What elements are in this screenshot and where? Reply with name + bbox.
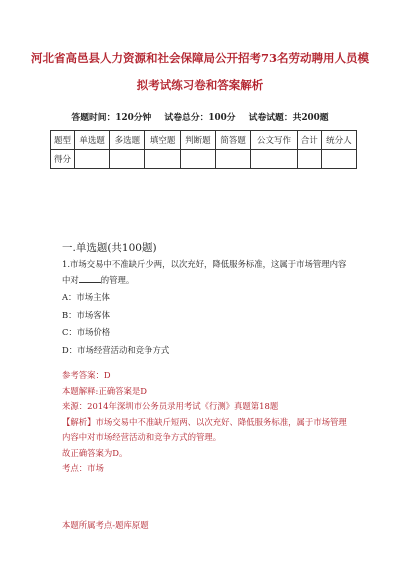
score-header-cell: 题型: [51, 131, 75, 150]
answer-source: 来源：2014年深圳市公务员录用考试《行测》真题第18题: [62, 401, 279, 411]
footer-note: 本题所属考点-题库原题: [62, 520, 149, 530]
score-cell: [145, 150, 180, 169]
score-header-cell: 判断题: [180, 131, 215, 150]
score-header-cell: 多选题: [110, 131, 145, 150]
question-line2: [62, 273, 362, 289]
options-list: [62, 290, 362, 360]
score-cell: [297, 150, 321, 169]
score-header-cell: 合计: [297, 131, 321, 150]
score-cell: [74, 150, 109, 169]
doc-title-line2: 拟考试练习卷和答案解析: [136, 78, 264, 92]
question-line2-end: 的管理。: [100, 274, 135, 285]
option-a: A：市场主体: [62, 292, 110, 302]
analysis-line1: 【解析】市场交易中不准缺斤短两、以次充好、降低服务标准，属于市场管理: [62, 416, 347, 427]
analysis-line2: 内容中对市场经营活动和竞争方式的管理。: [62, 432, 222, 442]
answer-conclusion: 故正确答案为D。: [62, 447, 128, 458]
score-cell: [321, 150, 356, 169]
exam-total-score: 试卷总分：100分: [164, 113, 236, 123]
score-cell: [110, 150, 145, 169]
score-row-label: 得分: [51, 150, 75, 169]
question-text: [62, 257, 362, 288]
doc-title-line1: 河北省高邑县人力资源和社会保障局公开招考73名劳动聘用人员模: [31, 51, 369, 65]
score-header-cell: 统分人: [321, 131, 356, 150]
option-b: B：市场客体: [62, 309, 111, 320]
answer-blank: [79, 273, 101, 283]
score-header-cell: 单选题: [74, 131, 109, 150]
option-d: D：市场经营活动和竞争方式: [62, 344, 170, 355]
knowledge-point: 考点：市场: [62, 463, 104, 473]
score-header-cell: 公文写作: [251, 131, 298, 150]
option-c: C：市场价格: [62, 327, 111, 337]
exam-total-questions: 试卷试题：共200题: [248, 113, 329, 123]
answer-explanation: 本题解释:正确答案是D: [62, 385, 147, 396]
score-table-score-row: [51, 150, 357, 169]
score-table-header-row: [51, 131, 357, 150]
score-table: [50, 130, 357, 169]
exam-time: 答题时间：120分钟: [71, 113, 152, 123]
score-cell: [215, 150, 250, 169]
section-title: 一.单选题(共100题): [62, 242, 157, 254]
question-line1: 1.市场交易中不准缺斤少两，以次充好，降低服务标准，这属于市场管理内容: [62, 259, 347, 269]
answer-block: [62, 368, 362, 477]
reference-answer: 参考答案：D: [62, 370, 111, 380]
score-header-cell: 填空题: [145, 131, 180, 150]
score-cell: [180, 150, 215, 169]
question-line2-start: 中对: [62, 274, 79, 285]
score-header-cell: 简答题: [215, 131, 250, 150]
score-cell: [251, 150, 298, 169]
exam-meta: [0, 110, 400, 123]
